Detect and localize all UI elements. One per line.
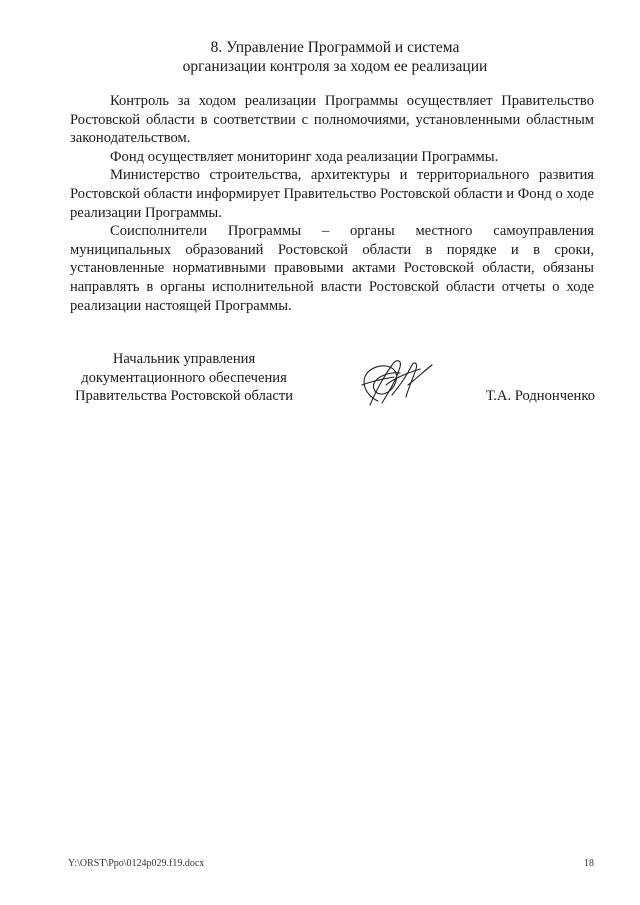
signatory-position-line-3: Правительства Ростовской области [74, 388, 294, 405]
signatory-position [68, 350, 300, 406]
paragraph-control: Контроль за ходом реализации Программы осуществляет Правительство Ростовской области в соответствии с полномочиями, установленными областным законодательством. [70, 93, 594, 147]
page-number: 18 [584, 858, 594, 869]
body-text [70, 92, 594, 315]
paragraph-co-executors: Соисполнители Программы – органы местного самоуправления муниципальных образований Ростовской области в порядке и в сроки, установленные нормативными правовыми актами Ростовской области, обязаны направлять в органы исполнительной власти Ростовской области отчеты о ходе реализации настоящей Программы. [70, 223, 594, 314]
section-heading-line-1: 8. Управление Программой и система [210, 39, 460, 56]
footer-file-path: Y:\ORST\Ppo\0124p029.f19.docx [68, 858, 205, 869]
paragraph-ministry: Министерство строительства, архитектуры и территориального развития Ростовской области информирует Правительство Ростовской области и Фонд о ходе реализации Программы. [70, 167, 594, 221]
paragraph-fund-monitoring: Фонд осуществляет мониторинг хода реализации Программы. [110, 148, 499, 165]
signatory-position-line-1: Начальник управления [112, 351, 256, 367]
section-heading [120, 38, 550, 76]
section-heading-line-2: организации контроля за ходом ее реализации [182, 58, 488, 75]
handwritten-signature [348, 355, 438, 410]
signatory-name: Т.А. Роднонченко [485, 388, 595, 404]
signatory-position-line-2: документационного обеспечения [81, 369, 287, 386]
